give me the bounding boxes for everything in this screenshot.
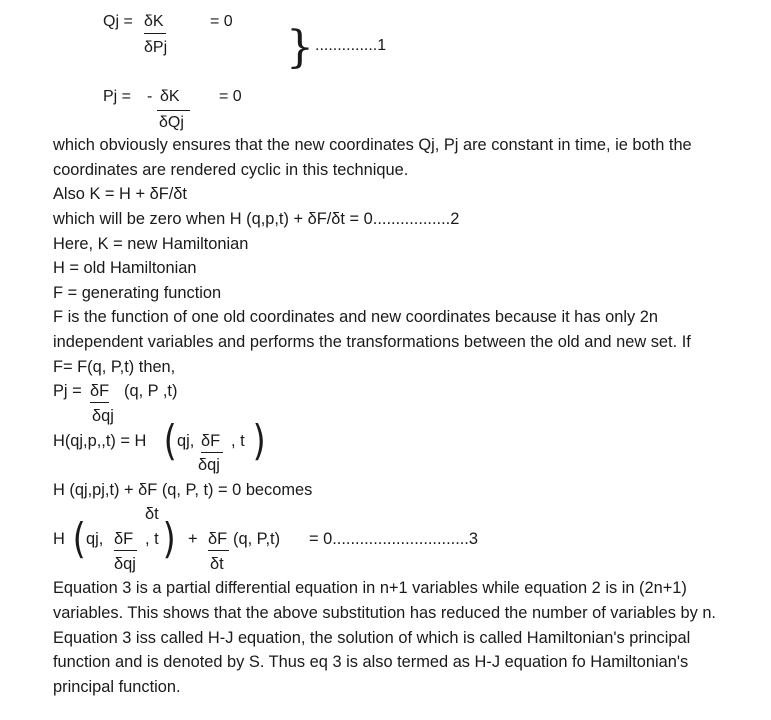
text-line: independent variables and performs the transformations between the old and new set. If [53,333,691,351]
qj-rhs: = 0 [210,13,233,30]
eq3-t: , t [145,530,159,548]
right-paren: ) [252,416,266,465]
pj-eq-denominator: δqj [92,407,114,425]
pj-numerator: δK [160,88,180,105]
text-line: which obviously ensures that the new coordinates Qj, Pj are constant in time, ie both the [53,136,692,154]
text-line: coordinates are rendered cyclic in this technique. [53,161,409,179]
pj-minus: - [147,88,153,105]
pj-eq-lhs: Pj = [53,382,82,400]
paragraph-line: variables. This shows that the above substitution has reduced the number of variables by n. [53,604,716,622]
eq3-h: H [53,530,65,548]
qj-numerator: δK [144,14,166,34]
text-line: H = old Hamiltonian [53,259,197,277]
qj-lhs: Qj = [103,13,133,30]
equation-brace: } [286,22,314,73]
hb-denominator: δt [145,505,159,523]
eq3-numerator-2: δF [208,531,229,551]
eq3-left-paren: ( [72,514,86,563]
equation-1-label: ..............1 [315,37,387,54]
eq3-plus: + [188,530,198,548]
hb-text: H (qj,pj,t) + δF (q, P, t) = 0 becomes [53,481,313,499]
eq3-denominator-2: δt [210,555,224,573]
pj-rhs: = 0 [219,88,242,105]
eq3-args: (q, P,t) [233,530,281,548]
eq3-numerator-1: δF [114,531,137,551]
text-line: F= F(q, P,t) then, [53,358,176,376]
eq3-denominator-1: δqj [114,555,136,573]
hj-denominator: δqj [198,456,220,474]
pj-denominator: δQj [159,114,184,131]
text-line: Also K = H + δF/δt [53,185,187,203]
hj-qj: qj, [177,432,195,450]
hj-lhs: H(qj,p,,t) = H [53,432,147,450]
pj-eq-numerator: δF [90,383,109,403]
pj-fraction-bar [157,110,190,111]
hj-t: , t [231,432,245,450]
eq3-qj: qj, [86,530,104,548]
text-line: Here, K = new Hamiltonian [53,235,249,253]
eq3-rhs: = 0..............................3 [309,530,478,548]
qj-denominator: δPj [144,39,168,56]
pj-eq-args: (q, P ,t) [124,382,178,400]
left-paren: ( [163,416,177,465]
text-line: F is the function of one old coordinates and new coordinates because it has only 2n [53,308,659,326]
text-line: F = generating function [53,284,222,302]
paragraph-line: Equation 3 iss called H-J equation, the solution of which is called Hamiltonian's principal [53,629,691,647]
pj-lhs: Pj = [103,88,132,105]
eq3-right-paren: ) [162,514,176,563]
paragraph-line: Equation 3 is a partial differential equation in n+1 variables while equation 2 is in (2n+1) [53,579,687,597]
text-line: which will be zero when H (q,p,t) + δF/δt = 0.................2 [53,210,460,228]
hj-numerator: δF [201,433,223,453]
paragraph-line: function and is denoted by S. Thus eq 3 is also termed as H-J equation fo Hamiltonian's [53,653,689,671]
paragraph-line: principal function. [53,678,181,696]
